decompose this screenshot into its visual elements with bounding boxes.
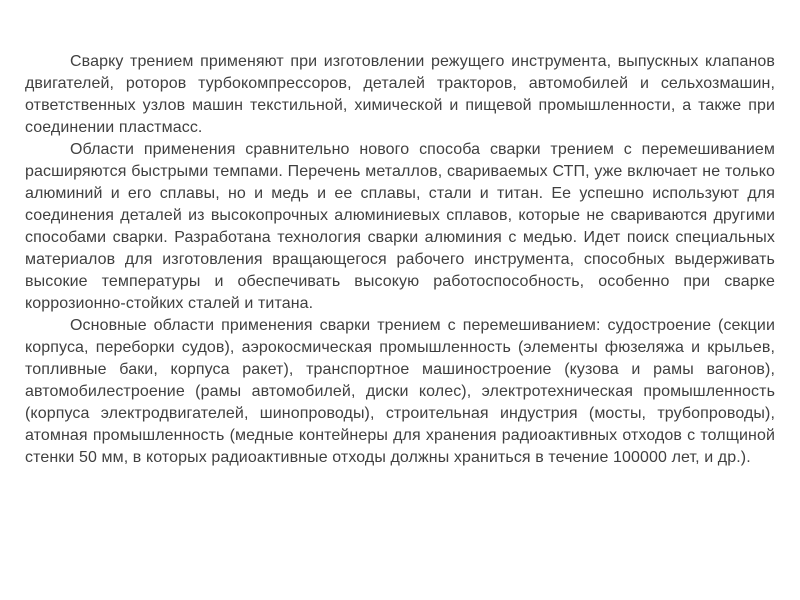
paragraph-fsw-expanding-use: Области применения сравнительно нового способа сварки трением с перемешиванием расширяются быстрыми темпами. Перечень металлов, свариваемых СТП, уже включает не только алюминий и его сплавы, но и медь и ее сплавы, стали и титан. Ее успешно используют для соединения деталей из высокопрочных алюминиевых сплавов, которые не свариваются другими способами сварки. Разработана технология сварки алюминия с медью. Идет поиск специальных материалов для изготовления вращающегося рабочего инструмента, способных выдерживать высокие температуры и обеспечивать высокую работоспособность, особенно при сварке коррозионно-стойких сталей и титана. — [25, 141, 775, 312]
paragraph-friction-welding-applications: Сварку трением применяют при изготовлении режущего инструмента, выпускных клапанов двигателей, роторов турбокомпрессоров, деталей тракторов, автомобилей и сельхозмашин, ответственных узлов машин текстильной, химической и пищевой промышленности, а также при соединении пластмасс. — [25, 53, 775, 136]
body-text — [25, 51, 775, 469]
paragraph-fsw-industry-areas: Основные области применения сварки трением с перемешиванием: судостроение (секции корпуса, переборки судов), аэрокосмическая промышленность (элементы фюзеляжа и крыльев, топливные баки, корпуса ракет), транспортное машиностроение (кузова и рамы вагонов), автомобилестроение (рамы автомобилей, диски колес), электротехническая промышленность (корпуса электродвигателей, шинопроводы), строительная индустрия (мосты, трубопроводы), атомная промышленность (медные контейнеры для хранения радиоактивных отходов с толщиной стенки 50 мм, в которых радиоактивные отходы должны храниться в течение 100000 лет, и др.). — [25, 317, 775, 466]
